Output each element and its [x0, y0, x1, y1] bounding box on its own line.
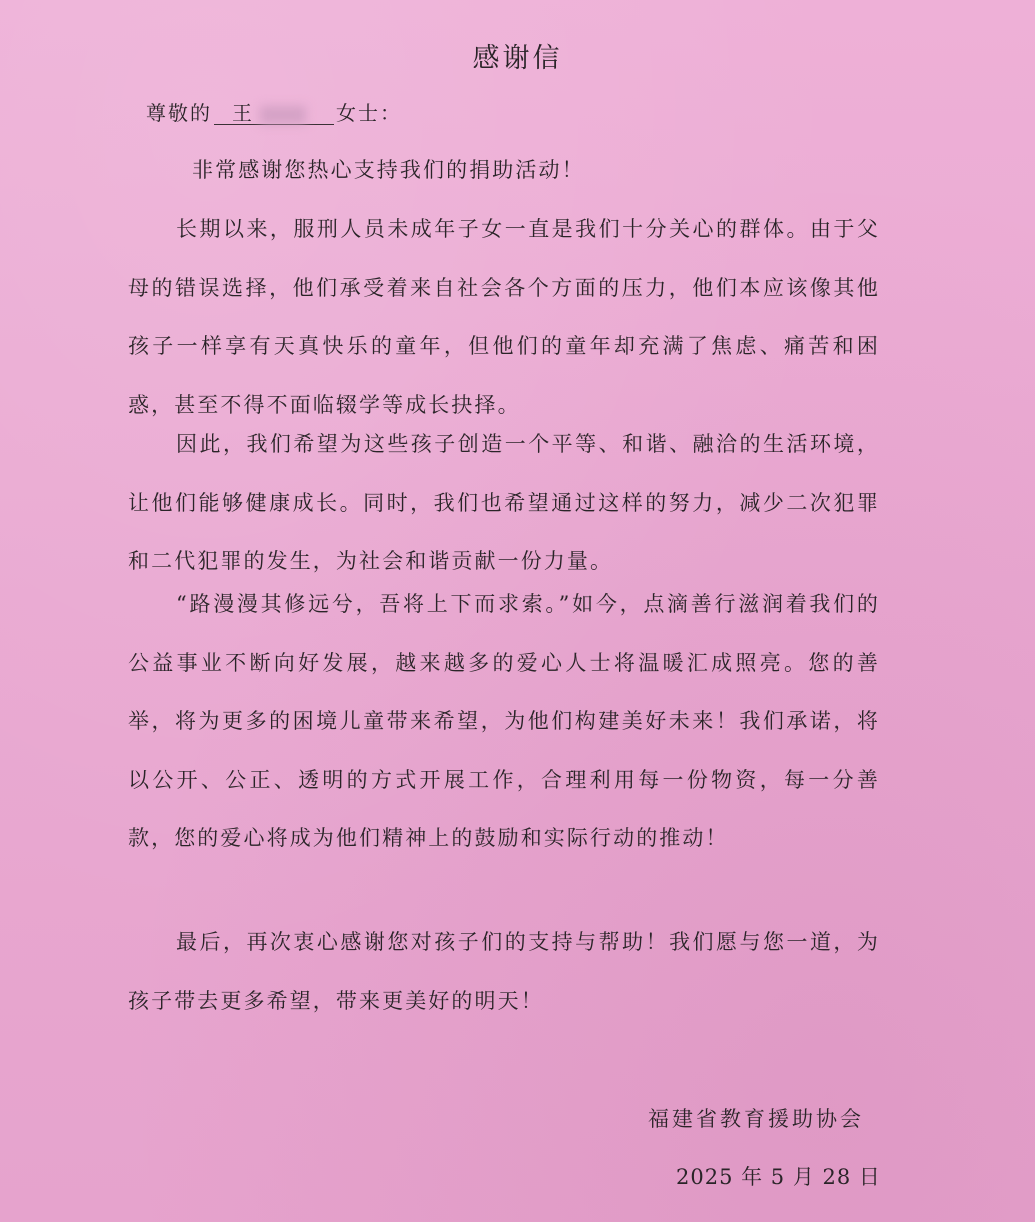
- redacted-name: [260, 106, 306, 124]
- salutation-suffix: 女士：: [336, 101, 402, 125]
- salutation-prefix: 尊敬的: [146, 101, 212, 125]
- recipient-name-blank: [214, 102, 334, 125]
- paragraph-goal: 因此，我们希望为这些孩子创造一个平等、和谐、融洽的生活环境，让他们能够健康成长。同时，我们也希望通过这样的努力，减少二次犯罪和二代犯罪的发生，为社会和谐贡献一份力量。: [128, 432, 880, 574]
- paragraph-closing: 最后，再次衷心感谢您对孩子们的支持与帮助！我们愿与您一道，为孩子带去更多希望，带来更美好的明天！: [128, 930, 880, 1013]
- salutation: [146, 97, 402, 126]
- paragraph-thanks: 非常感谢您热心支持我们的捐助活动！: [192, 158, 585, 182]
- recipient-surname: 王: [232, 101, 254, 125]
- signature-date: 2025 年 5 月 28 日: [676, 1165, 881, 1189]
- signature-organization: 福建省教育援助协会: [648, 1107, 864, 1131]
- letter-title: 感谢信: [472, 43, 563, 74]
- paragraph-background: 长期以来，服刑人员未成年子女一直是我们十分关心的群体。由于父母的错误选择，他们承受着来自社会各个方面的压力，他们本应该像其他孩子一样享有天真快乐的童年，但他们的童年却充满了焦虑、痛苦和困惑，甚至不得不面临辍学等成长抉择。: [128, 217, 880, 417]
- paragraph-commitment: “路漫漫其修远兮，吾将上下而求索。”如今，点滴善行滋润着我们的公益事业不断向好发展，越来越多的爱心人士将温暖汇成照亮。您的善举，将为更多的困境儿童带来希望，为他们构建美好未来！我们承诺，将以公开、公正、透明的方式开展工作，合理利用每一份物资，每一分善款，您的爱心将成为他们精神上的鼓励和实际行动的推动！: [128, 592, 880, 851]
